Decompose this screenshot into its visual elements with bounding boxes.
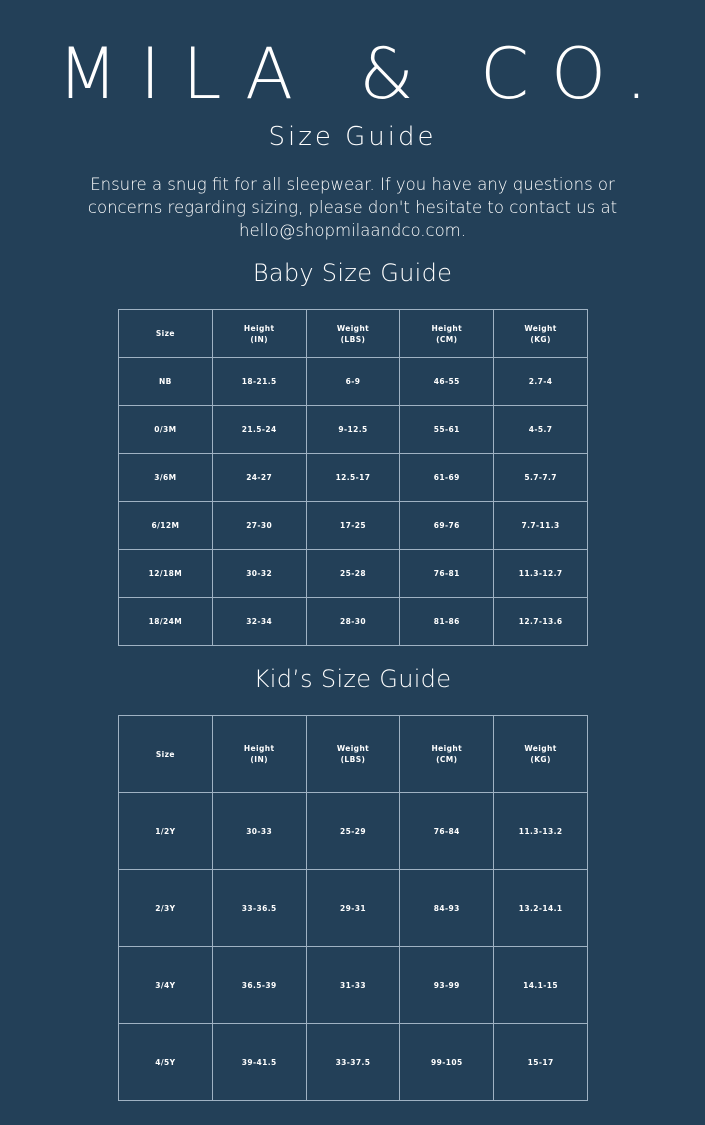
table-row [119,793,588,870]
table-cell: 6-9 [306,358,400,406]
table-cell: 84-93 [400,870,494,947]
table-header-row [119,716,588,793]
table-cell: 9-12.5 [306,406,400,454]
table-row [119,454,588,502]
table-cell: 13.2-14.1 [494,870,588,947]
table-cell: 31-33 [306,947,400,1024]
baby-size-table [118,309,588,646]
table-cell: 25-29 [306,793,400,870]
table-cell: 28-30 [306,598,400,646]
table-row [119,1024,588,1101]
table-cell: 14.1-15 [494,947,588,1024]
table-cell: 30-32 [212,550,306,598]
table-row [119,358,588,406]
table-cell: NB [119,358,213,406]
table-cell: 25-28 [306,550,400,598]
table-cell: 18/24M [119,598,213,646]
header-height-in: Height (IN) [212,716,306,793]
table-row [119,947,588,1024]
table-header-row [119,310,588,358]
table-cell: 39-41.5 [212,1024,306,1101]
table-cell: 69-76 [400,502,494,550]
table-cell: 3/4Y [119,947,213,1024]
header-weight-kg: Weight (KG) [494,716,588,793]
header-weight-lbs: Weight (LBS) [306,716,400,793]
table-cell: 32-34 [212,598,306,646]
table-cell: 15-17 [494,1024,588,1101]
header-size: Size [119,716,213,793]
table-cell: 12/18M [119,550,213,598]
table-cell: 81-86 [400,598,494,646]
table-cell: 12.5-17 [306,454,400,502]
table-cell: 17-25 [306,502,400,550]
table-cell: 21.5-24 [212,406,306,454]
table-cell: 33-36.5 [212,870,306,947]
header-height-cm: Height (CM) [400,310,494,358]
header-weight-lbs: Weight (LBS) [306,310,400,358]
table-cell: 3/6M [119,454,213,502]
table-row [119,550,588,598]
table-cell: 24-27 [212,454,306,502]
table-cell: 27-30 [212,502,306,550]
header-height-cm: Height (CM) [400,716,494,793]
table-cell: 61-69 [400,454,494,502]
table-row [119,870,588,947]
intro-text: Ensure a snug fit for all sleepwear. If you have any questions or concerns regarding sizing, please don't hesitate to contact us at hello@shopmilaandco.com. [87,175,618,240]
table-cell: 33-37.5 [306,1024,400,1101]
header-size: Size [119,310,213,358]
page-title: Size Guide [268,122,437,152]
table-cell: 99-105 [400,1024,494,1101]
table-cell: 5.7-7.7 [494,454,588,502]
table-row [119,598,588,646]
table-row [119,406,588,454]
table-cell: 1/2Y [119,793,213,870]
header-weight-kg: Weight (KG) [494,310,588,358]
table-row [119,502,588,550]
table-cell: 76-81 [400,550,494,598]
table-cell: 30-33 [212,793,306,870]
table-cell: 55-61 [400,406,494,454]
table-cell: 76-84 [400,793,494,870]
table-cell: 2.7-4 [494,358,588,406]
kids-size-guide-title: Kid’s Size Guide [253,665,452,693]
table-cell: 11.3-13.2 [494,793,588,870]
table-cell: 12.7-13.6 [494,598,588,646]
table-cell: 4-5.7 [494,406,588,454]
table-cell: 4/5Y [119,1024,213,1101]
table-cell: 6/12M [119,502,213,550]
table-cell: 0/3M [119,406,213,454]
header-height-in: Height (IN) [212,310,306,358]
table-cell: 7.7-11.3 [494,502,588,550]
baby-size-guide-title: Baby Size Guide [252,259,453,287]
table-cell: 93-99 [400,947,494,1024]
table-cell: 46-55 [400,358,494,406]
brand-logo: MILA & CO. [57,33,670,115]
table-cell: 2/3Y [119,870,213,947]
table-cell: 36.5-39 [212,947,306,1024]
table-cell: 18-21.5 [212,358,306,406]
table-cell: 11.3-12.7 [494,550,588,598]
table-cell: 29-31 [306,870,400,947]
kids-size-table [118,715,588,1101]
